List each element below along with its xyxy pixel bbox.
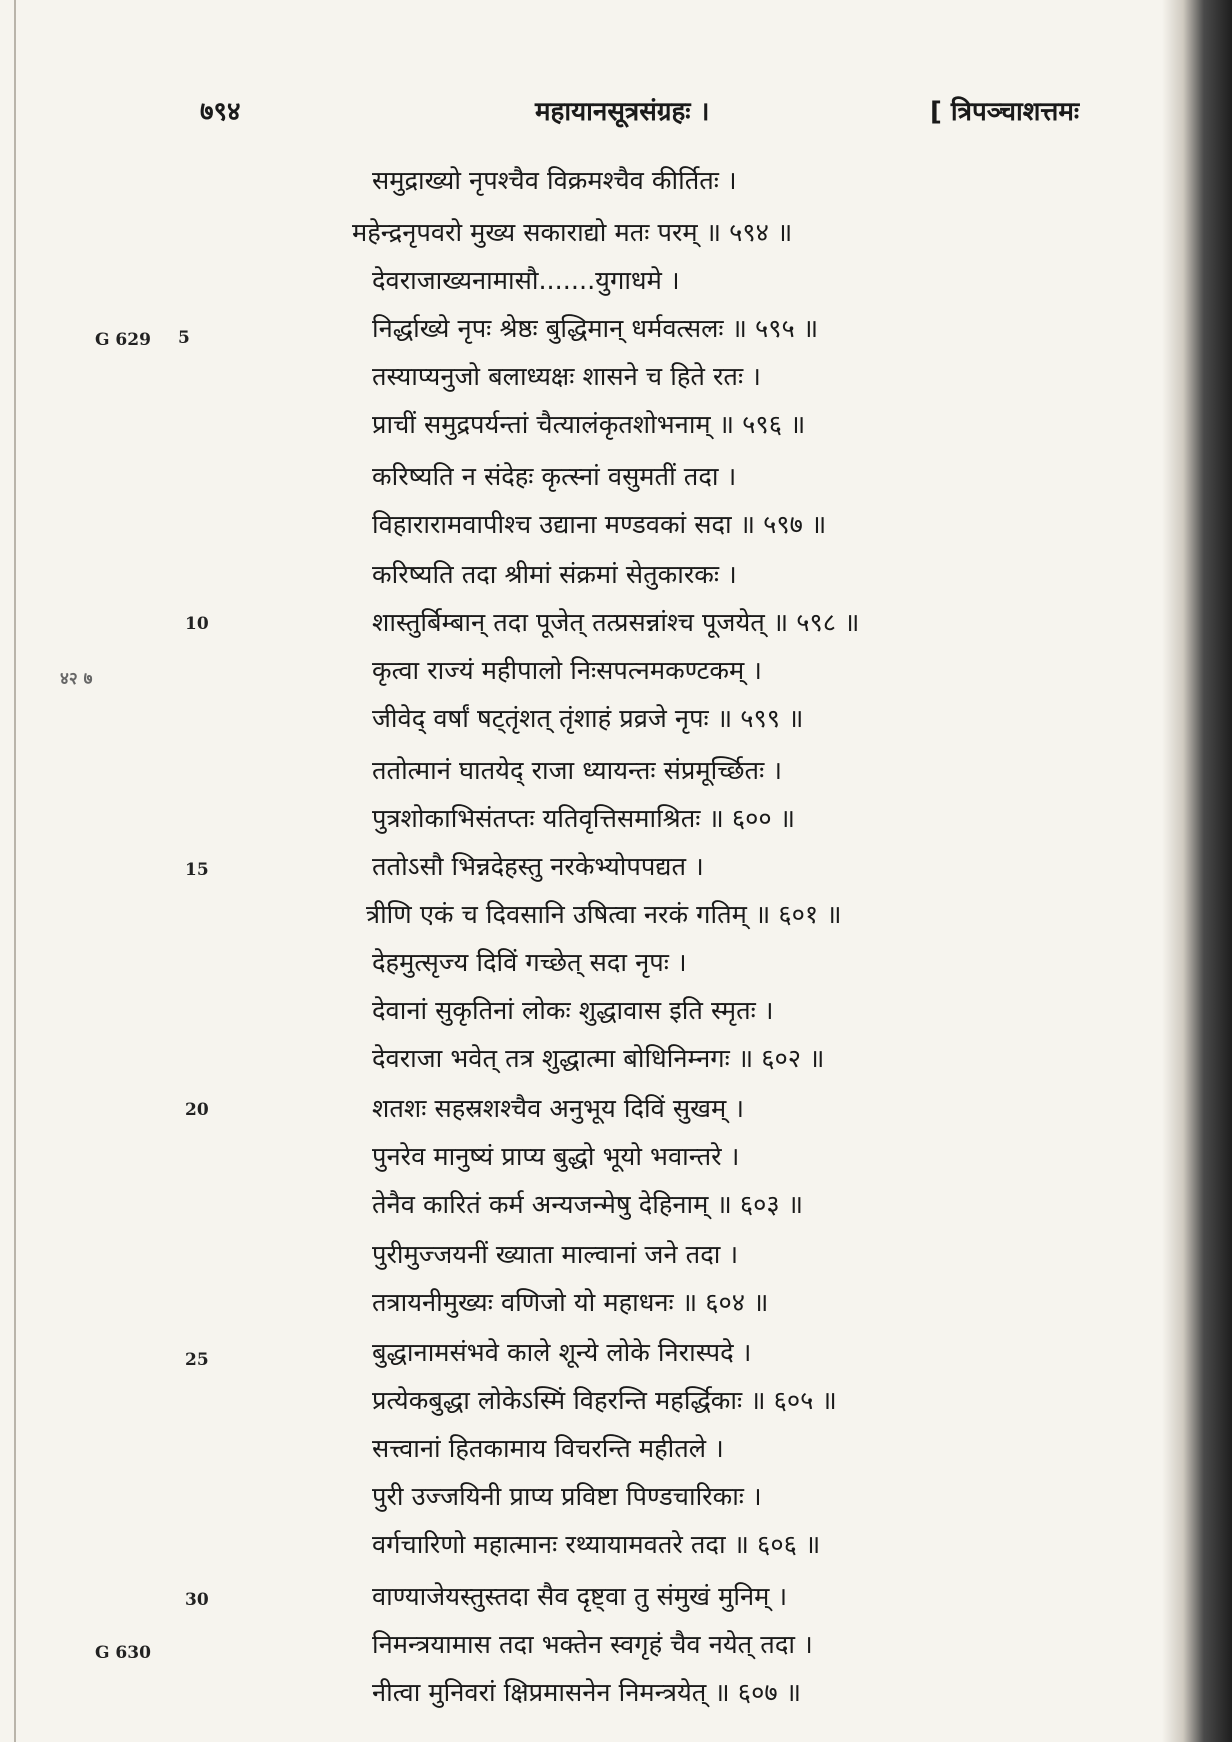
verse-line: पुत्रशोकाभिसंतप्तः यतिवृत्तिसमाश्रितः ॥ ६०० ॥	[372, 804, 796, 834]
verse-line: तत्रायनीमुख्यः वणिजो यो महाधनः ॥ ६०४ ॥	[372, 1288, 769, 1318]
verse-line: विहारारामवापीश्च उद्याना मण्डवकां सदा ॥ ५९७ ॥	[372, 510, 827, 540]
verse-line: निर्द्धाख्ये नृपः श्रेष्ठः बुद्धिमान् धर्मवत्सलः ॥ ५९५ ॥	[372, 314, 819, 344]
verse-line: वर्गचारिणो महात्मानः रथ्यायामवतरे तदा ॥ ६०६ ॥	[372, 1530, 821, 1560]
verse-line: शतशः सहस्रशश्चैव अनुभूय दिविं सुखम् ।	[372, 1094, 745, 1124]
verse-line: कृत्वा राज्यं महीपालो निःसपत्नमकण्टकम् ।	[372, 656, 762, 686]
verse-line: प्रत्येकबुद्धा लोकेऽस्मिं विहरन्ति महर्द्धिकाः ॥ ६०५ ॥	[372, 1386, 837, 1416]
margin-ref-g630: G 630	[95, 1643, 151, 1663]
verse-line: शास्तुर्बिम्बान् तदा पूजेत् तत्प्रसन्नांश्च पूजयेत् ॥ ५९८ ॥	[372, 608, 860, 638]
verse-line: देवराजाख्यनामासौ.......युगाधमे ।	[372, 266, 680, 296]
verse-line: देहमुत्सृज्य दिविं गच्छेत् सदा नृपः ।	[372, 948, 687, 978]
running-title: महायानसूत्रसंग्रहः ।	[535, 97, 710, 127]
page-number: ७९४	[200, 97, 241, 127]
margin-line-30: 30	[185, 1590, 209, 1610]
verse-line: तेनैव कारितं कर्म अन्यजन्मेषु देहिनाम् ॥ ६०३ ॥	[372, 1190, 804, 1220]
page-header	[0, 92, 1232, 132]
verse-line: तस्याप्यनुजो बलाध्यक्षः शासने च हिते रतः ।	[372, 362, 761, 392]
margin-line-20: 20	[185, 1100, 209, 1120]
margin-line-15: 15	[185, 860, 209, 880]
verse-line: करिष्यति तदा श्रीमां संक्रमां सेतुकारकः ।	[372, 560, 737, 590]
verse-line: त्रीणि एकं च दिवसानि उषित्वा नरकं गतिम् ॥ ६०१ ॥	[366, 900, 842, 930]
verse-line: ततोत्मानं घातयेद् राजा ध्यायन्तः संप्रमूर्च्छितः ।	[372, 756, 782, 786]
verse-line: निमन्त्रयामास तदा भक्तेन स्वगृहं चैव नयेत् तदा ।	[372, 1630, 813, 1660]
verse-line: बुद्धानामसंभवे काले शून्ये लोके निरास्पदे ।	[372, 1338, 752, 1368]
margin-line-5: 5	[178, 328, 190, 348]
verse-line: देवराजा भवेत् तत्र शुद्धात्मा बोधिनिम्नगः ॥ ६०२ ॥	[372, 1044, 825, 1074]
verse-line: करिष्यति न संदेहः कृत्स्नां वसुमतीं तदा ।	[372, 462, 737, 492]
verse-line: समुद्राख्यो नृपश्चैव विक्रमश्चैव कीर्तितः ।	[372, 166, 737, 196]
verse-line: देवानां सुकृतिनां लोकः शुद्धावास इति स्मृतः ।	[372, 996, 774, 1026]
book-spine-shadow	[1162, 0, 1232, 1742]
verse-line: महेन्द्रनृपवरो मुख्य सकाराद्यो मतः परम् ॥ ५९४ ॥	[352, 218, 793, 248]
verse-line: नीत्वा मुनिवरां क्षिप्रमासनेन निमन्त्रयेत् ॥ ६०७ ॥	[372, 1678, 801, 1708]
verse-line: सत्त्वानां हितकामाय विचरन्ति महीतले ।	[372, 1434, 724, 1464]
verse-line: ततोऽसौ भिन्नदेहस्तु नरकेभ्योपपद्यत ।	[372, 852, 704, 882]
verse-line: वाण्याजेयस्तुस्तदा सैव दृष्ट्वा तु संमुखं मुनिम् ।	[372, 1582, 788, 1612]
verse-line: जीवेद् वर्षां षट्तृंशत् तृंशाहं प्रव्रजे नृपः ॥ ५९९ ॥	[372, 704, 804, 734]
verse-line: पुरी उज्जयिनी प्राप्य प्रविष्टा पिण्डचारिकाः ।	[372, 1482, 762, 1512]
section-title: [ त्रिपञ्चाशत्तमः	[930, 97, 1080, 127]
verse-line: प्राचीं समुद्रपर्यन्तां चैत्यालंकृतशोभनाम् ॥ ५९६ ॥	[372, 410, 806, 440]
margin-ref-g629: G 629	[95, 330, 151, 350]
verse-line: पुनरेव मानुष्यं प्राप्य बुद्धो भूयो भवान्तरे ।	[372, 1142, 740, 1172]
margin-line-10: 10	[185, 614, 209, 634]
verse-line: पुरीमुज्जयनीं ख्याता माल्वानां जने तदा ।	[372, 1240, 739, 1270]
margin-line-25: 25	[185, 1350, 209, 1370]
margin-ref-mid: ४२ ७	[60, 669, 93, 689]
page-left-edge	[14, 0, 16, 1742]
